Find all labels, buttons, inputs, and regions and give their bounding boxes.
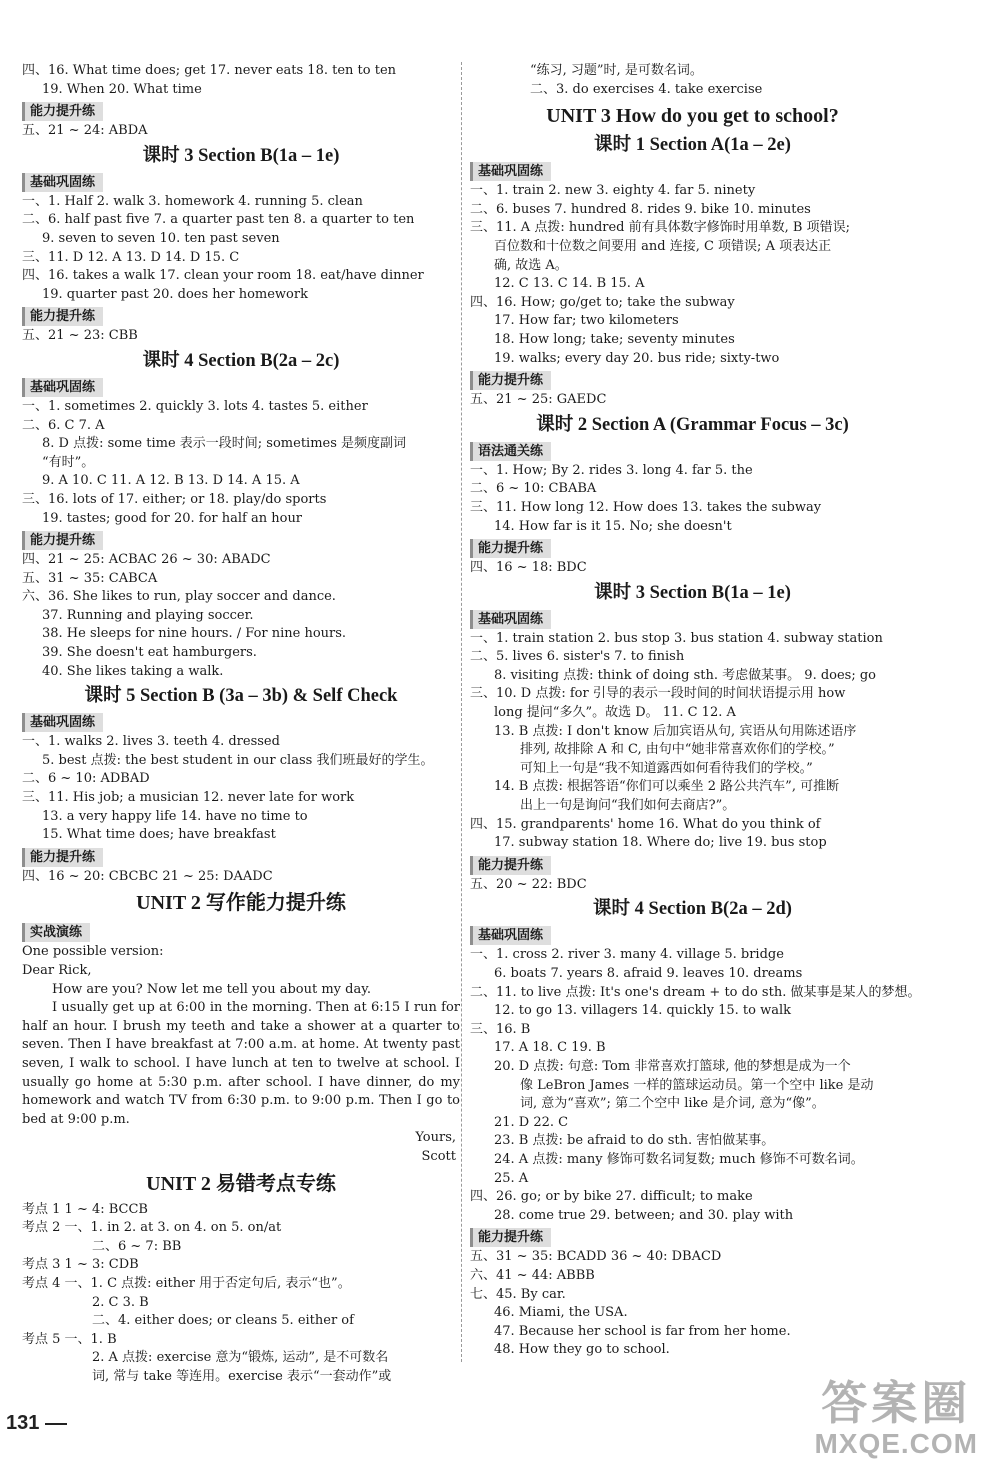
answer-line: 百位数和十位数之间要用 and 连接, C 项错误; A 项表达正: [494, 238, 832, 254]
section-label-wrap: [470, 923, 915, 946]
answer-line: 17. How far; two kilometers: [494, 313, 679, 329]
lesson-heading: 课时 4 Section B(2a – 2c): [142, 350, 340, 371]
answer-line: 像 LeBron James 一样的篮球运动员。第一个空中 like 是动: [520, 1077, 874, 1093]
answer-line: 20. D 点拨: 句意: Tom 非常喜欢打篮球, 他的梦想是成为一个: [494, 1058, 851, 1074]
answer-line: 13. B 点拨: I don't know 后加宾语从句, 宾语从句用陈述语序: [494, 723, 857, 739]
answer-line: 四、26. go; or by bike 27. difficult; to make: [470, 1189, 753, 1205]
answer-line: 七、45. By car.: [470, 1286, 566, 1302]
answer-line: 23. B 点拨: be afraid to do sth. 害怕做某事。: [494, 1133, 775, 1149]
answer-line: 二、6. C 7. A: [22, 417, 105, 433]
section-label-wrap: [22, 375, 460, 398]
lesson-heading: 课时 1 Section A(1a – 2e): [594, 135, 791, 156]
watermark-url: MXQE.COM: [814, 1428, 978, 1459]
answer-line: 一、1. cross 2. river 3. many 4. village 5. bridge: [470, 947, 784, 963]
section-label: 实战演练: [22, 923, 90, 942]
section-label: 语法通关练: [470, 442, 551, 461]
answer-line: 二、6. buses 7. hundred 8. rides 9. bike 10. minutes: [470, 201, 811, 217]
answer-line: 一、1. train 2. new 3. eighty 4. far 5. ninety: [470, 183, 756, 199]
answer-line: 12. C 13. C 14. B 15. A: [494, 276, 645, 292]
answer-line: 2. A 点拨: exercise 意为“锻炼, 运动”, 是不可数名: [92, 1350, 389, 1366]
answer-line: 一、1. train station 2. bus stop 3. bus station 4. subway station: [470, 630, 883, 646]
section-label-wrap: [22, 528, 460, 551]
answer-line: 21. D 22. C: [494, 1114, 569, 1130]
answer-line: 2. C 3. B: [92, 1294, 149, 1310]
answer-line: One possible version:: [22, 944, 164, 960]
answer-line: 词, 常与 take 等连用。exercise 表示“一套动作”或: [92, 1368, 392, 1384]
answer-line: “练习, 习题”时, 是可数名词。: [530, 63, 703, 78]
answer-line: 二、4. either does; or cleans 5. either of: [92, 1313, 354, 1329]
section-label: 基础巩固练: [22, 378, 103, 397]
answer-line: 出上一句是询问“我们如何去商店?”。: [520, 798, 736, 814]
answer-line: 19. quarter past 20. does her homework: [42, 286, 308, 302]
answer-line: 四、16. takes a walk 17. clean your room 18. eat/have dinner: [22, 268, 424, 284]
section-label: 基础巩固练: [470, 162, 551, 181]
answer-line: 18. How long; take; seventy minutes: [494, 331, 735, 347]
answer-line: 五、21 ~ 25: GAEDC: [470, 392, 607, 408]
answer-line: 5. best 点拨: the best student in our class 我们班最好的学生。: [42, 752, 434, 768]
answer-line: 19. walks; every day 20. bus ride; sixty-two: [494, 350, 780, 366]
answer-line: 39. She doesn't eat hamburgers.: [42, 645, 257, 661]
answer-line: 一、1. How; By 2. rides 3. long 4. far 5. the: [470, 462, 753, 478]
answer-line: 9. A 10. C 11. A 12. B 13. D 14. A 15. A: [42, 473, 300, 489]
section-label-wrap: [470, 1225, 915, 1248]
answer-line: 46. Miami, the USA.: [494, 1305, 628, 1321]
column-divider: [461, 62, 462, 1362]
page-number: 131: [6, 1412, 67, 1435]
answer-line: 12. to go 13. villagers 14. quickly 15. to walk: [494, 1003, 792, 1019]
section-label: 基础巩固练: [22, 713, 103, 732]
section-label: 能力提升练: [470, 856, 551, 875]
section-label-wrap: [22, 170, 460, 193]
answer-line: 14. B 点拨: 根据答语“你们可以乘坐 2 路公共汽车”, 可推断: [494, 779, 840, 795]
answer-line: 三、11. How long 12. How does 13. takes the subway: [470, 499, 822, 515]
section-label-wrap: [22, 710, 460, 733]
left-column: [22, 62, 460, 1386]
answer-line: 15. What time does; have breakfast: [42, 827, 276, 843]
answer-line: 25. A: [494, 1170, 529, 1186]
answer-line: “有时”。: [42, 454, 95, 470]
answer-line: 二、6 ~ 10: ADBAD: [22, 771, 150, 787]
answer-line: 6. boats 7. years 8. afraid 9. leaves 10. dreams: [494, 966, 803, 981]
answer-line: 三、16. lots of 17. either; or 18. play/do sports: [22, 491, 327, 507]
unit-heading: UNIT 2 易错考点专练: [146, 1172, 336, 1195]
answer-line: 一、1. walks 2. lives 3. teeth 4. dressed: [22, 734, 280, 750]
answer-line: 四、15. grandparents' home 16. What do you think of: [470, 816, 821, 832]
answer-line: 28. come true 29. between; and 30. play with: [494, 1207, 794, 1223]
answer-line: 四、16. What time does; get 17. never eats 18. ten to ten: [22, 63, 397, 78]
answer-line: 38. He sleeps for nine hours. / For nine hours.: [42, 626, 347, 642]
section-label: 能力提升练: [22, 531, 103, 550]
lesson-heading: 课时 3 Section B(1a – 1e): [594, 582, 791, 603]
lesson-heading: 课时 5 Section B (3a – 3b) & Self Check: [84, 686, 398, 707]
answer-line: long 提问“多久”。故选 D。 11. C 12. A: [494, 705, 736, 721]
lesson-heading: 课时 3 Section B(1a – 1e): [142, 145, 340, 166]
answer-line: 五、21 ~ 24: ABDA: [22, 123, 148, 139]
answer-line: 二、6. half past five 7. a quarter past ten 8. a quarter to ten: [22, 212, 415, 228]
answer-line: 47. Because her school is far from her home.: [494, 1323, 791, 1339]
section-label-wrap: [470, 853, 915, 876]
section-label: 能力提升练: [22, 307, 103, 326]
answer-line: 考点 1 1 ~ 4: BCCB: [22, 1201, 148, 1217]
answer-line: 二、6 ~ 7: BB: [92, 1238, 182, 1254]
answer-line: 五、31 ~ 35: BCADD 36 ~ 40: DBACD: [470, 1249, 722, 1265]
answer-line: 考点 2 一、1. in 2. at 3. on 4. on 5. on/at: [22, 1220, 282, 1236]
answer-line: 37. Running and playing soccer.: [42, 607, 254, 623]
answer-line: 五、21 ~ 23: CBB: [22, 328, 138, 344]
section-label-wrap: [22, 99, 460, 122]
section-label: 能力提升练: [470, 1228, 551, 1247]
essay-paragraph: How are you? Now let me tell you about my day.: [52, 981, 371, 997]
answer-line: 二、5. lives 6. sister's 7. to finish: [470, 649, 685, 665]
section-label-wrap: [470, 607, 915, 630]
answer-line: 六、36. She likes to run, play soccer and dance.: [22, 589, 336, 605]
answer-line: 排列, 故排除 A 和 C, 由句中“她非常喜欢你们的学校。”: [520, 742, 835, 758]
right-column: [470, 62, 921, 1360]
answer-line: 考点 4 一、1. C 点拨: either 用于否定句后, 表示“也”。: [22, 1275, 351, 1291]
answer-line: 三、11. His job; a musician 12. never late for work: [22, 790, 355, 806]
essay-signoff: Scott: [421, 1148, 456, 1164]
section-label-wrap: [470, 536, 915, 559]
section-label-wrap: [470, 439, 915, 462]
answer-line: 三、16. B: [470, 1021, 531, 1037]
answer-line: 48. How they go to school.: [494, 1342, 670, 1358]
section-label: 基础巩固练: [22, 173, 103, 192]
section-label-wrap: [470, 159, 915, 182]
lesson-heading: 课时 4 Section B(2a – 2d): [593, 899, 792, 920]
answer-line: 六、41 ~ 44: ABBB: [470, 1267, 595, 1283]
essay-paragraph: I usually get up at 6:00 in the morning. Then at 6:15 I run for half an hour. I brush my teeth and take a shower at a quarter to seven. Then I have breakfast at 7:00 a.m. at home. At twenty past seven, I walk to school. I have lunch at ten to twelve at school. I usually go home at 5:30 p.m. after school. I have dinner, do my homework and watch TV from 6:30 p.m. to 9:00 p.m. Then I go to bed at 9:00 p.m.: [22, 1000, 460, 1127]
answer-line: 二、3. do exercises 4. take exercise: [530, 81, 763, 97]
answer-line: 24. A 点拨: many 修饰可数名词复数; much 修饰不可数名词。: [494, 1151, 864, 1167]
answer-line: 8. visiting 点拨: think of doing sth. 考虑做某事。 9. does; go: [494, 667, 877, 683]
answer-line: 17. A 18. C 19. B: [494, 1040, 606, 1056]
answer-line: 词, 意为“喜欢”; 第二个空中 like 是介词, 意为“像”。: [520, 1096, 825, 1112]
answer-line: 三、11. A 点拨: hundred 前有具体数字修饰时用单数, B 项错误;: [470, 220, 850, 236]
answer-line: 二、6 ~ 10: CBABA: [470, 481, 597, 497]
section-label: 基础巩固练: [470, 610, 551, 629]
section-label-wrap: [22, 304, 460, 327]
lesson-heading: 课时 2 Section A (Grammar Focus – 3c): [536, 414, 849, 435]
watermark-logo: 答案圈: [821, 1376, 972, 1430]
section-label: 基础巩固练: [470, 926, 551, 945]
answer-line: 四、16. How; go/get to; take the subway: [470, 294, 735, 310]
section-label: 能力提升练: [22, 848, 103, 867]
section-label: 能力提升练: [470, 371, 551, 390]
answer-line: 19. tastes; good for 20. for half an hour: [42, 510, 303, 526]
section-label-wrap: [22, 920, 460, 943]
answer-line: 三、11. D 12. A 13. D 14. D 15. C: [22, 249, 240, 265]
watermark: [814, 1377, 978, 1459]
section-label: 能力提升练: [22, 102, 103, 121]
answer-line: 可知上一句是“我不知道露西如何看待我们的学校。”: [520, 760, 813, 776]
answer-line: 14. How far is it 15. No; she doesn't: [494, 518, 732, 534]
answer-line: 13. a very happy life 14. have no time to: [42, 808, 308, 824]
essay-signoff: Yours,: [415, 1130, 456, 1146]
answer-line: 四、16 ~ 18: BDC: [470, 560, 587, 576]
unit-heading: UNIT 3 How do you get to school?: [546, 105, 839, 128]
answer-line: 确, 故选 A。: [494, 257, 568, 273]
answer-line: 一、1. sometimes 2. quickly 3. lots 4. tastes 5. either: [22, 398, 368, 414]
answer-line: 二、11. to live 点拨: It's one's dream + to do sth. 做某事是某人的梦想。: [470, 984, 921, 1000]
answer-line: 四、16 ~ 20: CBCBC 21 ~ 25: DAADC: [22, 868, 273, 884]
answer-line: 19. When 20. What time: [42, 81, 202, 97]
section-label-wrap: [470, 368, 915, 391]
section-label: 能力提升练: [470, 539, 551, 558]
answer-line: 三、10. D 点拨: for 引导的表示一段时间的时间状语提示用 how: [470, 686, 846, 702]
answer-line: 40. She likes taking a walk.: [42, 663, 224, 679]
answer-line: 考点 5 一、1. B: [22, 1331, 117, 1347]
answer-line: 8. D 点拨: some time 表示一段时间; sometimes 是频度副词: [42, 436, 407, 452]
unit-heading: UNIT 2 写作能力提升练: [136, 892, 346, 915]
answer-line: 17. subway station 18. Where do; live 19. bus stop: [494, 835, 827, 851]
answer-line: 一、1. Half 2. walk 3. homework 4. running 5. clean: [22, 193, 363, 209]
answer-line: 考点 3 1 ~ 3: CDB: [22, 1257, 139, 1273]
answer-line: 9. seven to seven 10. ten past seven: [42, 230, 280, 246]
answer-line: 四、21 ~ 25: ACBAC 26 ~ 30: ABADC: [22, 552, 271, 568]
answer-line: 五、31 ~ 35: CABCA: [22, 570, 158, 586]
answer-line: Dear Rick,: [22, 963, 92, 978]
answer-line: 五、20 ~ 22: BDC: [470, 876, 587, 892]
section-label-wrap: [22, 845, 460, 868]
